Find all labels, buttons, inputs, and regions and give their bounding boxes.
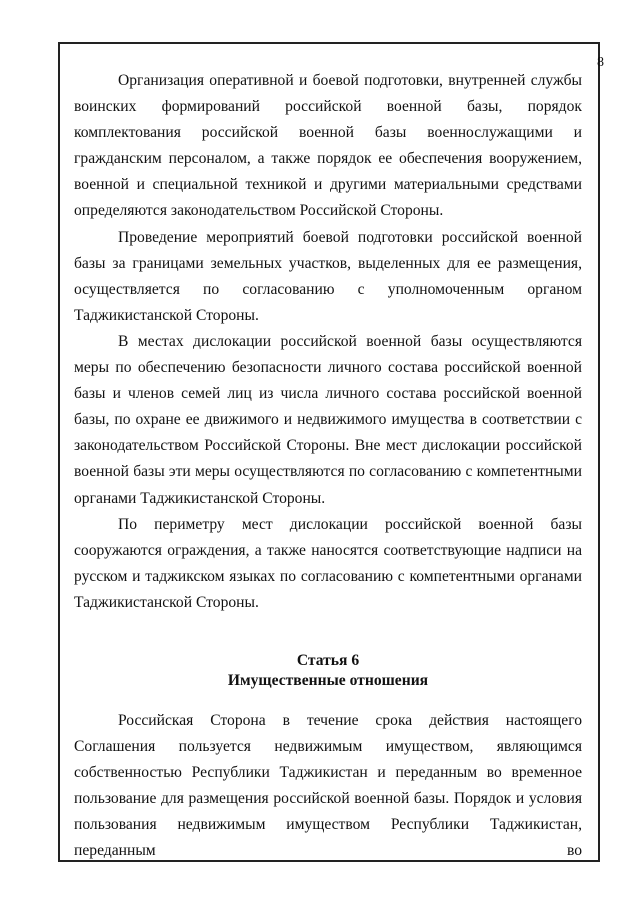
article-5-continuation	[74, 68, 582, 616]
paragraph-training-organization: Организация оперативной и боевой подготовки, внутренней службы воинских формирований российской военной базы, порядок комплектования российской военной базы военнослужащими и гражданским персоналом, а также порядок ее обеспечения вооружением, военной и специальной техникой и другими материальными средствами определяются законодательством Российской Стороны.	[74, 72, 582, 220]
page-bottom-rule	[58, 860, 600, 862]
article-number: Статья 6	[296, 652, 360, 669]
paragraph-security-measures: В местах дислокации российской военной базы осуществляются меры по обеспечению безопасности личного состава российской военной базы и членов семей лиц из числа личного состава российской военной базы, по охране ее движимого и недвижимого имущества в соответствии с законодательством Российской Стороны. Вне мест дислокации российской военной базы эти меры осуществляются по согласованию с компетентными органами Таджикистанской Стороны.	[74, 332, 582, 507]
article-title: Имущественные отношения	[227, 672, 429, 689]
paragraph-property-use: Российская Сторона в течение срока действия настоящего Соглашения пользуется недвижимым имуществом, являющимся собственностью Республики Таджикистан и переданным во временное пользование для размещения российской военной базы. Порядок и условия пользования недвижимым имуществом Республики Таджикистан, переданным во	[74, 712, 582, 860]
article-heading	[74, 651, 582, 691]
article-6-body	[74, 708, 582, 865]
paragraph-perimeter-fencing: По периметру мест дислокации российской военной базы сооружаются ограждения, а также наносятся соответствующие надписи на русском и таджикском языках по согласованию с компетентными органами Таджикистанской Стороны.	[74, 515, 582, 611]
page-number: 8	[597, 55, 604, 70]
paragraph-training-outside-borders: Проведение мероприятий боевой подготовки российской военной базы за границами земельных участков, выделенных для ее размещения, осуществляется по согласованию с уполномоченным органом Таджикистанской Стороны.	[74, 228, 582, 324]
